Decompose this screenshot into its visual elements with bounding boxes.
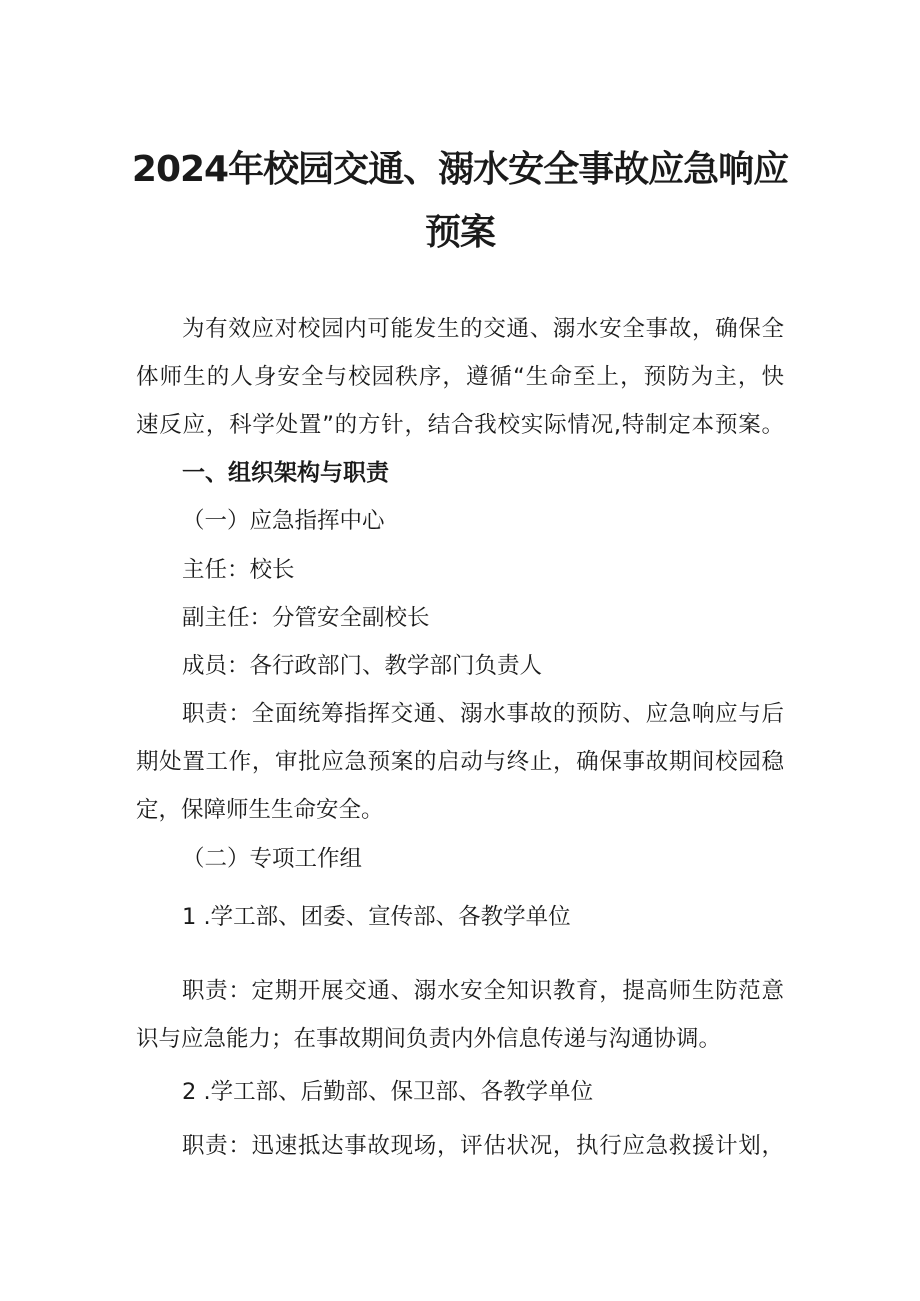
group-1-duty-line-1: 职责：定期开展交通、溺水安全知识教育，提高师生防范意 — [182, 978, 784, 1004]
director-line: 主任：校长 — [182, 557, 295, 583]
command-duty-line-3: 定，保障师生生命安全。 — [136, 797, 384, 823]
intro-paragraph-line-1: 为有效应对校园内可能发生的交通、溺水安全事故，确保全 — [182, 316, 784, 342]
deputy-director-line: 副主任：分管安全副校长 — [182, 605, 430, 631]
group-1-duty-line-2: 识与应急能力；在事故期间负责内外信息传递与沟通协调。 — [136, 1026, 722, 1052]
group-2-duty-line-1: 职责：迅速抵达事故现场，评估状况，执行应急救援计划， — [182, 1133, 784, 1159]
members-line: 成员：各行政部门、教学部门负责人 — [182, 653, 543, 679]
section-1-heading: 一、组织架构与职责 — [182, 460, 389, 486]
command-duty-line-2: 期处置工作，审批应急预案的启动与终止，确保事故期间校园稳 — [136, 749, 784, 775]
subsection-1-heading: （一）应急指挥中心 — [182, 508, 385, 534]
group-2-name: 2 .学工部、后勤部、保卫部、各教学单位 — [182, 1079, 594, 1105]
intro-paragraph-line-3: 速反应，科学处置”的方针，结合我校实际情况,特制定本预案。 — [136, 412, 784, 438]
group-1-name: 1 .学工部、团委、宣传部、各教学单位 — [182, 904, 571, 930]
document-title-line-2: 预案 — [424, 212, 495, 253]
intro-paragraph-line-2: 体师生的人身安全与校园秩序，遵循“生命至上，预防为主，快 — [136, 364, 784, 390]
command-duty-line-1: 职责：全面统筹指挥交通、溺水事故的预防、应急响应与后 — [182, 701, 784, 727]
subsection-2-heading: （二）专项工作组 — [182, 846, 363, 872]
document-title-line-1: 2024年校园交通、溺水安全事故应急响应 — [131, 149, 789, 190]
